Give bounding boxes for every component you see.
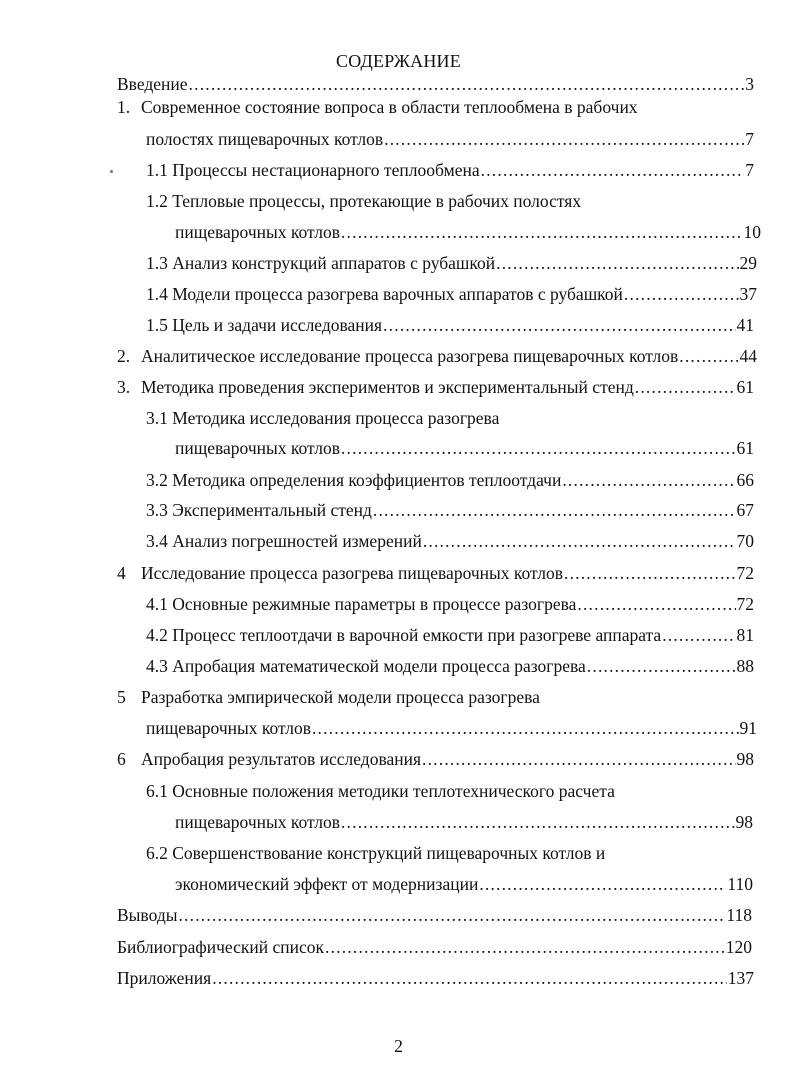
toc-entry-section-4-1[interactable]: [146, 593, 754, 615]
toc-chapter-number: 6: [117, 749, 126, 769]
toc-entry-title: 4.2 Процесс теплоотдачи в варочной емкости при разогреве аппарата: [146, 625, 662, 645]
toc-page-number: 72: [736, 563, 754, 583]
toc-entry-intro[interactable]: [117, 73, 754, 95]
toc-page-number: 72: [736, 594, 754, 614]
dot-leader: [383, 314, 735, 336]
toc-entry-chapter-1[interactable]: [117, 96, 754, 118]
toc-entry-title: 1.1 Процессы нестационарного теплообмена: [146, 160, 480, 180]
toc-entry-section-1-5[interactable]: [146, 314, 754, 336]
toc-entry-title: 3.2 Методика определения коэффициентов теплоотдачи: [146, 470, 562, 490]
toc-entry-section-6-2[interactable]: [146, 842, 754, 864]
toc-page-number: 118: [726, 905, 752, 925]
toc-entry-title: 3.4 Анализ погрешностей измерений: [146, 531, 422, 551]
page-title: СОДЕРЖАНИЕ: [336, 51, 461, 71]
toc-entry-section-6-1-cont[interactable]: [175, 811, 753, 833]
toc-entry-title: 4.3 Апробация математической модели процесса разогрева: [146, 656, 586, 676]
dot-leader: [481, 159, 745, 181]
toc-entry-title: пищеварочных котлов: [175, 812, 340, 832]
toc-page-number: 7: [745, 129, 754, 149]
toc-page-number: 91: [739, 718, 757, 738]
toc-entry-section-3-1[interactable]: [146, 407, 754, 429]
toc-entry-appendices[interactable]: [117, 967, 754, 989]
toc-entry-section-1-3[interactable]: [146, 252, 757, 274]
toc-entry-title: 1.5 Цель и задачи исследования: [146, 315, 383, 335]
dot-leader: [384, 128, 744, 150]
toc-entry-bibliography[interactable]: [117, 936, 752, 958]
toc-page-number: 7: [745, 160, 754, 180]
toc-page-number: 66: [736, 470, 754, 490]
toc-entry-section-6-1[interactable]: [146, 780, 754, 802]
toc-page-number: 88: [736, 656, 754, 676]
toc-entry-title: Апробация результатов исследования: [141, 749, 422, 769]
dot-leader: [587, 655, 736, 677]
toc-entry-title: Разработка эмпирической модели процесса разогрева: [141, 687, 540, 707]
toc-page-number: 44: [739, 346, 757, 366]
toc-chapter-number: 2.: [117, 346, 131, 366]
dot-leader: [341, 221, 743, 243]
dot-leader: [479, 873, 726, 895]
dot-leader: [562, 469, 735, 491]
toc-entry-section-3-3[interactable]: [146, 499, 754, 521]
toc-page-number: 41: [736, 315, 754, 335]
toc-entry-title: пищеварочных котлов: [146, 718, 311, 738]
toc-page-number: 70: [736, 531, 754, 551]
toc-entry-title: пищеварочных котлов: [175, 438, 340, 458]
toc-entry-title: 3.1 Методика исследования процесса разогрева: [146, 408, 500, 428]
toc-entry-title: 1.2 Тепловые процессы, протекающие в рабочих полостях: [146, 191, 582, 211]
toc-entry-title: 6.1 Основные положения методики теплотехнического расчета: [146, 781, 615, 801]
dot-leader: [312, 717, 739, 739]
toc-entry-title: пищеварочных котлов: [175, 222, 340, 242]
dot-leader: [564, 562, 736, 584]
toc-entry-title: Методика проведения экспериментов и экспериментальный стенд: [141, 377, 634, 397]
toc-page-number: 10: [743, 222, 761, 242]
toc-entry-section-4-2[interactable]: [146, 624, 754, 646]
toc-page-number: 120: [725, 937, 752, 957]
toc-page-number: 98: [736, 749, 754, 769]
toc-entry-chapter-1-cont[interactable]: [146, 128, 754, 150]
toc-entry-title: Введение: [117, 74, 188, 94]
toc-entry-chapter-3[interactable]: [117, 376, 754, 398]
toc-entry-title: полостях пищеварочных котлов: [146, 129, 384, 149]
toc-page-number: 37: [739, 284, 757, 304]
toc-entry-chapter-4[interactable]: [117, 562, 754, 584]
toc-page-number: 61: [736, 377, 754, 397]
toc-entry-section-1-2[interactable]: [146, 190, 754, 212]
toc-entry-chapter-6[interactable]: [117, 748, 754, 770]
toc-entry-section-6-2-cont[interactable]: [175, 873, 753, 895]
dot-leader: [212, 967, 727, 989]
toc-entry-title: 3.3 Экспериментальный стенд: [146, 500, 372, 520]
toc-entry-section-1-1[interactable]: [146, 159, 754, 181]
toc-entry-title: 1.3 Анализ конструкций аппаратов с рубашкой: [146, 253, 496, 273]
dot-leader: [325, 936, 725, 958]
toc-entry-title: Исследование процесса разогрева пищеварочных котлов: [141, 563, 563, 583]
toc-entry-section-3-4[interactable]: [146, 530, 754, 552]
dot-leader: [635, 376, 736, 398]
dot-leader: [662, 624, 735, 646]
toc-page-number: 67: [736, 500, 754, 520]
dot-leader: [178, 904, 725, 926]
toc-entry-chapter-5[interactable]: [117, 686, 754, 708]
toc-page-number: 61: [736, 438, 754, 458]
toc-entry-title: Приложения: [117, 968, 212, 988]
toc-page-number: 98: [735, 812, 753, 832]
toc-page-number: 29: [739, 253, 757, 273]
toc-entry-title: экономический эффект от модернизации: [175, 874, 479, 894]
dot-leader: [341, 811, 735, 833]
toc-entry-title: Аналитическое исследование процесса разогрева пищеварочных котлов: [141, 346, 679, 366]
toc-entry-title: 1.4 Модели процесса разогрева варочных аппаратов с рубашкой: [146, 284, 623, 304]
dot-leader: [373, 499, 736, 521]
toc-entry-conclusions[interactable]: [117, 904, 752, 926]
dot-leader: [422, 748, 735, 770]
dot-leader: [341, 437, 736, 459]
toc-page-number: 81: [736, 625, 754, 645]
toc-entry-section-3-1-cont[interactable]: [175, 437, 754, 459]
toc-page-number: 137: [727, 968, 754, 988]
toc-chapter-number: 5: [117, 687, 126, 707]
dot-leader: [496, 252, 738, 274]
toc-entry-title: Выводы: [117, 905, 178, 925]
toc-entry-section-1-4[interactable]: [146, 283, 757, 305]
scan-speck: [110, 170, 113, 173]
dot-leader: [577, 593, 735, 615]
page-number: 2: [394, 1036, 403, 1056]
toc-entry-title: Библиографический список: [117, 937, 325, 957]
toc-page-number: 110: [727, 874, 753, 894]
toc-entry-section-3-2[interactable]: [146, 469, 754, 491]
toc-entry-section-4-3[interactable]: [146, 655, 754, 677]
dot-leader: [189, 73, 745, 95]
dot-leader: [624, 283, 739, 305]
toc-chapter-number: 1.: [117, 97, 131, 117]
toc-chapter-number: 4: [117, 563, 126, 583]
toc-entry-chapter-5-cont[interactable]: [146, 717, 757, 739]
toc-entry-section-1-2-cont[interactable]: [175, 221, 761, 243]
toc-chapter-number: 3.: [117, 377, 131, 397]
toc-page-number: 3: [745, 74, 754, 94]
toc-entry-chapter-2[interactable]: [117, 345, 757, 367]
dot-leader: [423, 530, 736, 552]
toc-entry-title: 6.2 Совершенствование конструкций пищеварочных котлов и: [146, 843, 606, 863]
toc-entry-title: 4.1 Основные режимные параметры в процессе разогрева: [146, 594, 577, 614]
toc-entry-title: Современное состояние вопроса в области теплообмена в рабочих: [141, 97, 638, 117]
dot-leader: [679, 345, 738, 367]
